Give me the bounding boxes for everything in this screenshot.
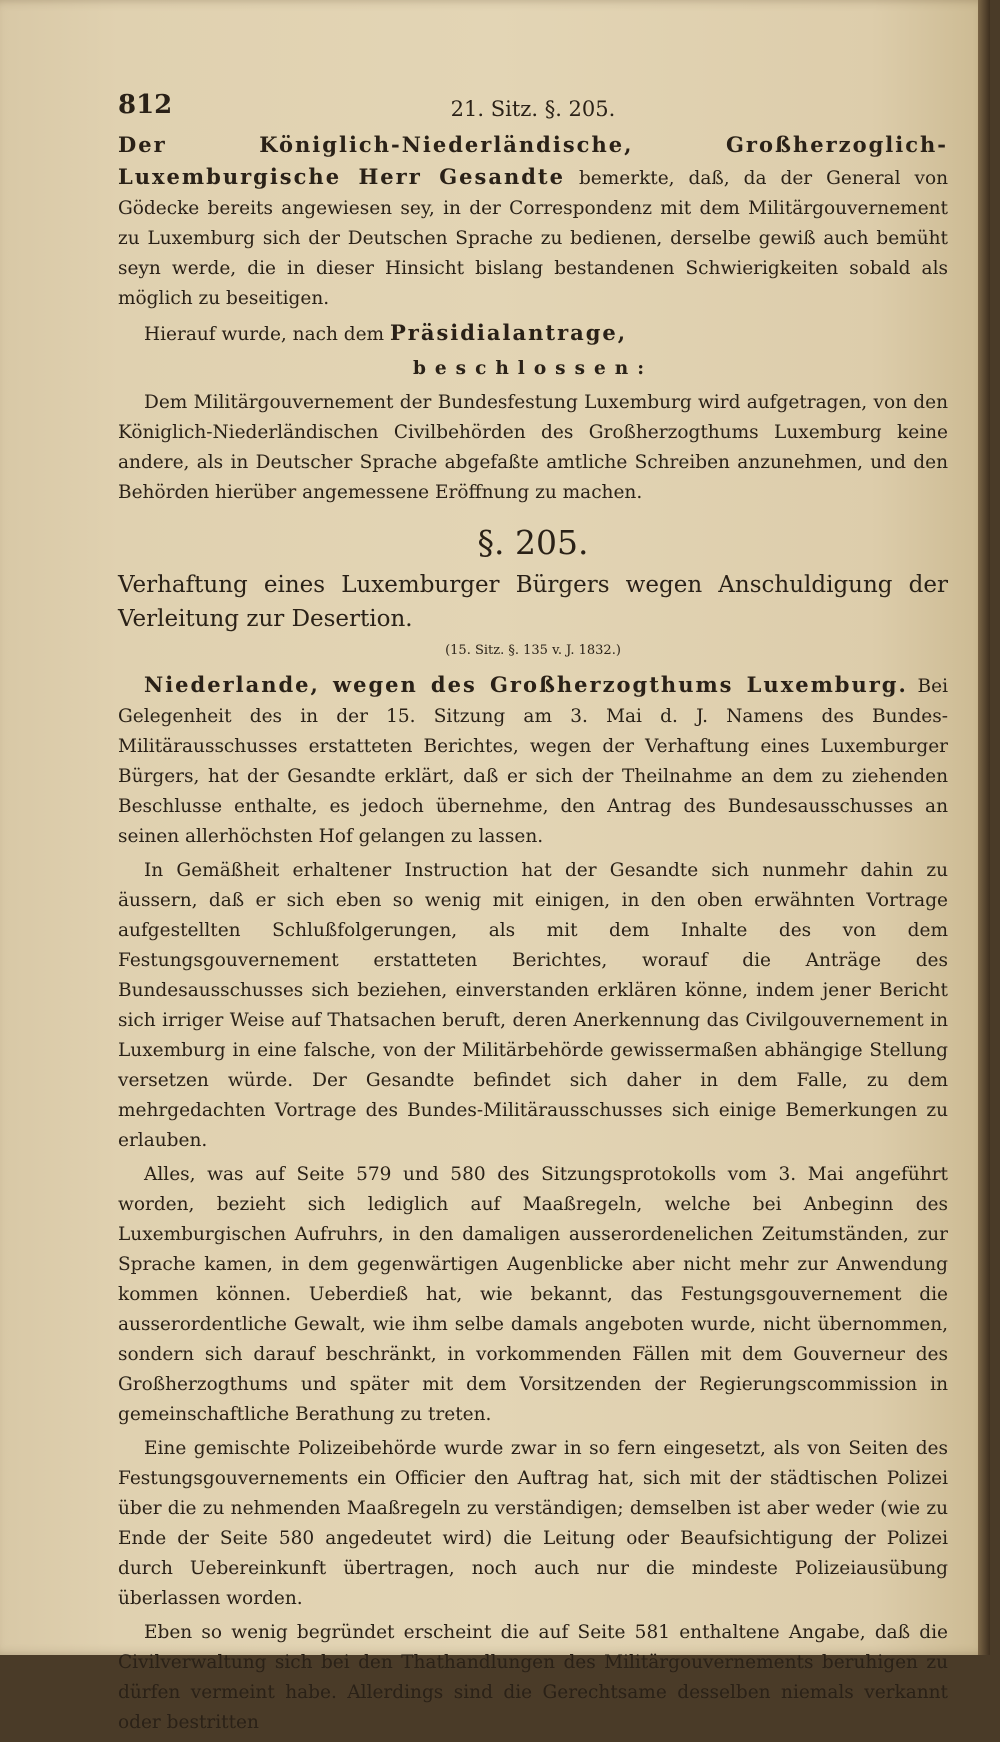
- section-reference: (15. Sitz. §. 135 v. J. 1832.): [445, 643, 621, 658]
- paragraph-text: bemerkte, daß, da der General von Gödecke bereits angewiesen sey, in der Correspondenz mit dem Militärgouvernement zu Luxemburg sich der Deutschen Sprache zu bedienen, derselbe gewiß auch bemüht seyn werde, die in dieser Hinsicht bislang bestandenen Schwierigkeiten sobald als möglich zu beseitigen.: [118, 168, 948, 309]
- page-header: [118, 90, 948, 130]
- paragraph-niederlande: [118, 670, 948, 852]
- page-content: [118, 90, 948, 1742]
- paragraph-resolution: Dem Militärgouvernement der Bundesfestung Luxemburg wird aufgetragen, von den Königlich-Niederländischen Civilbehörden des Großherzogthums Luxemburg keine andere, als in Deutscher Sprache abgefaßte amtliche Schreiben anzunehmen, und den Behörden hierüber angemessene Eröffnung zu machen.: [118, 392, 948, 503]
- paragraph-polizeibehoerde: Eine gemischte Polizeibehörde wurde zwar in so fern eingesetzt, als von Seiten des Festungsgouvernements ein Officier den Auftrag hat, sich mit der städtischen Polizei über die zu nehmenden Maaßregeln zu verständigen; demselben ist aber weder (wie zu Ende der Seite 580 angedeutet wird) die Leitung oder Beaufsichtigung der Polizei durch Uebereinkunft übertragen, noch auch nur die mindeste Polizeiausübung überlassen worden.: [118, 1438, 948, 1609]
- section-number: §. 205.: [477, 523, 589, 562]
- paragraph-lead: Niederlande, wegen des Großherzogthums Luxemburg.: [144, 672, 908, 697]
- running-head: 21. Sitz. §. 205.: [450, 97, 616, 121]
- emphasis-praesidialantrag: Präsidialantrage,: [389, 320, 628, 345]
- page-number: 812: [118, 90, 173, 120]
- paragraph-text: Bei Gelegenheit des in der 15. Sitzung am 3. Mai d. J. Namens des Bundes-Militärausschusses erstatteten Berichtes, wegen der Verhaftung eines Luxemburger Bürgers, hat der Gesandte erklärt, daß er sich der Theilnahme an dem zu ziehenden Beschlusse enthalte, es jedoch übernehme, den Antrag des Bundesausschusses an seinen allerhöchsten Hof gelangen zu lassen.: [118, 676, 949, 847]
- paragraph-instruction: In Gemäßheit erhaltener Instruction hat der Gesandte sich nunmehr dahin zu äussern, daß er sich eben so wenig mit einigen, in den oben erwähnten Vortrage aufgestellten Schlußfolgerungen, als mit dem Inhalte des von dem Festungsgouvernement erstatteten Berichtes, worauf die Anträge des Bundesausschusses sich beziehen, einverstanden erklären könne, indem jener Bericht sich irriger Weise auf Thatsachen beruft, deren Anerkennung das Civilgouvernement in Luxemburg in eine falsche, von der Militärbehörde gewissermaßen abhängige Stellung versetzen würde. Der Gesandte befindet sich daher in dem Falle, zu dem mehrgedachten Vortrage des Bundes-Militärausschusses sich einige Bemerkungen zu erlauben.: [118, 860, 948, 1151]
- paragraph-hierauf: [118, 318, 948, 350]
- resolution-heading: beschlossen:: [412, 358, 654, 379]
- paragraph-text: Hierauf wurde, nach dem: [144, 324, 390, 345]
- speaker-title: Der Königlich-Niederländische, Großherzoglich-Luxemburgische Herr Gesandte: [118, 132, 948, 189]
- paragraph-alles: Alles, was auf Seite 579 und 580 des Sitzungsprotokolls vom 3. Mai angeführt worden, bezieht sich lediglich auf Maaßregeln, welche bei Anbeginn des Luxemburgischen Aufruhrs, in den damaligen ausserordenelichen Zeitumständen, zur Sprache kamen, in dem gegenwärtigen Augenblicke aber nicht mehr zur Anwendung kommen können. Ueberdieß hat, wie bekannt, das Festungsgouvernement die ausserordentliche Gewalt, wie ihm selbe damals angeboten wurde, nicht übernommen, sondern sich darauf beschränkt, in vorkommenden Fällen mit dem Gouverneur des Großherzogthums und später mit dem Vorsitzenden der Regierungscommission in gemeinschaftliche Berathung zu treten.: [118, 1164, 948, 1425]
- section-title: Verhaftung eines Luxemburger Bürgers wegen Anschuldigung der Verleitung zur Desertion.: [118, 572, 948, 632]
- paragraph-gesandte: [118, 130, 948, 314]
- page-edge: [978, 0, 990, 1655]
- paragraph-civilverwaltung: Eben so wenig begründet erscheint die auf Seite 581 enthaltene Angabe, daß die Civilverwaltung sich bei den Thathandlungen des Militärgouvernements beruhigen zu dürfen vermeint habe. Allerdings sind die Gerechtsame desselben niemals verkannt oder bestritten: [118, 1622, 948, 1733]
